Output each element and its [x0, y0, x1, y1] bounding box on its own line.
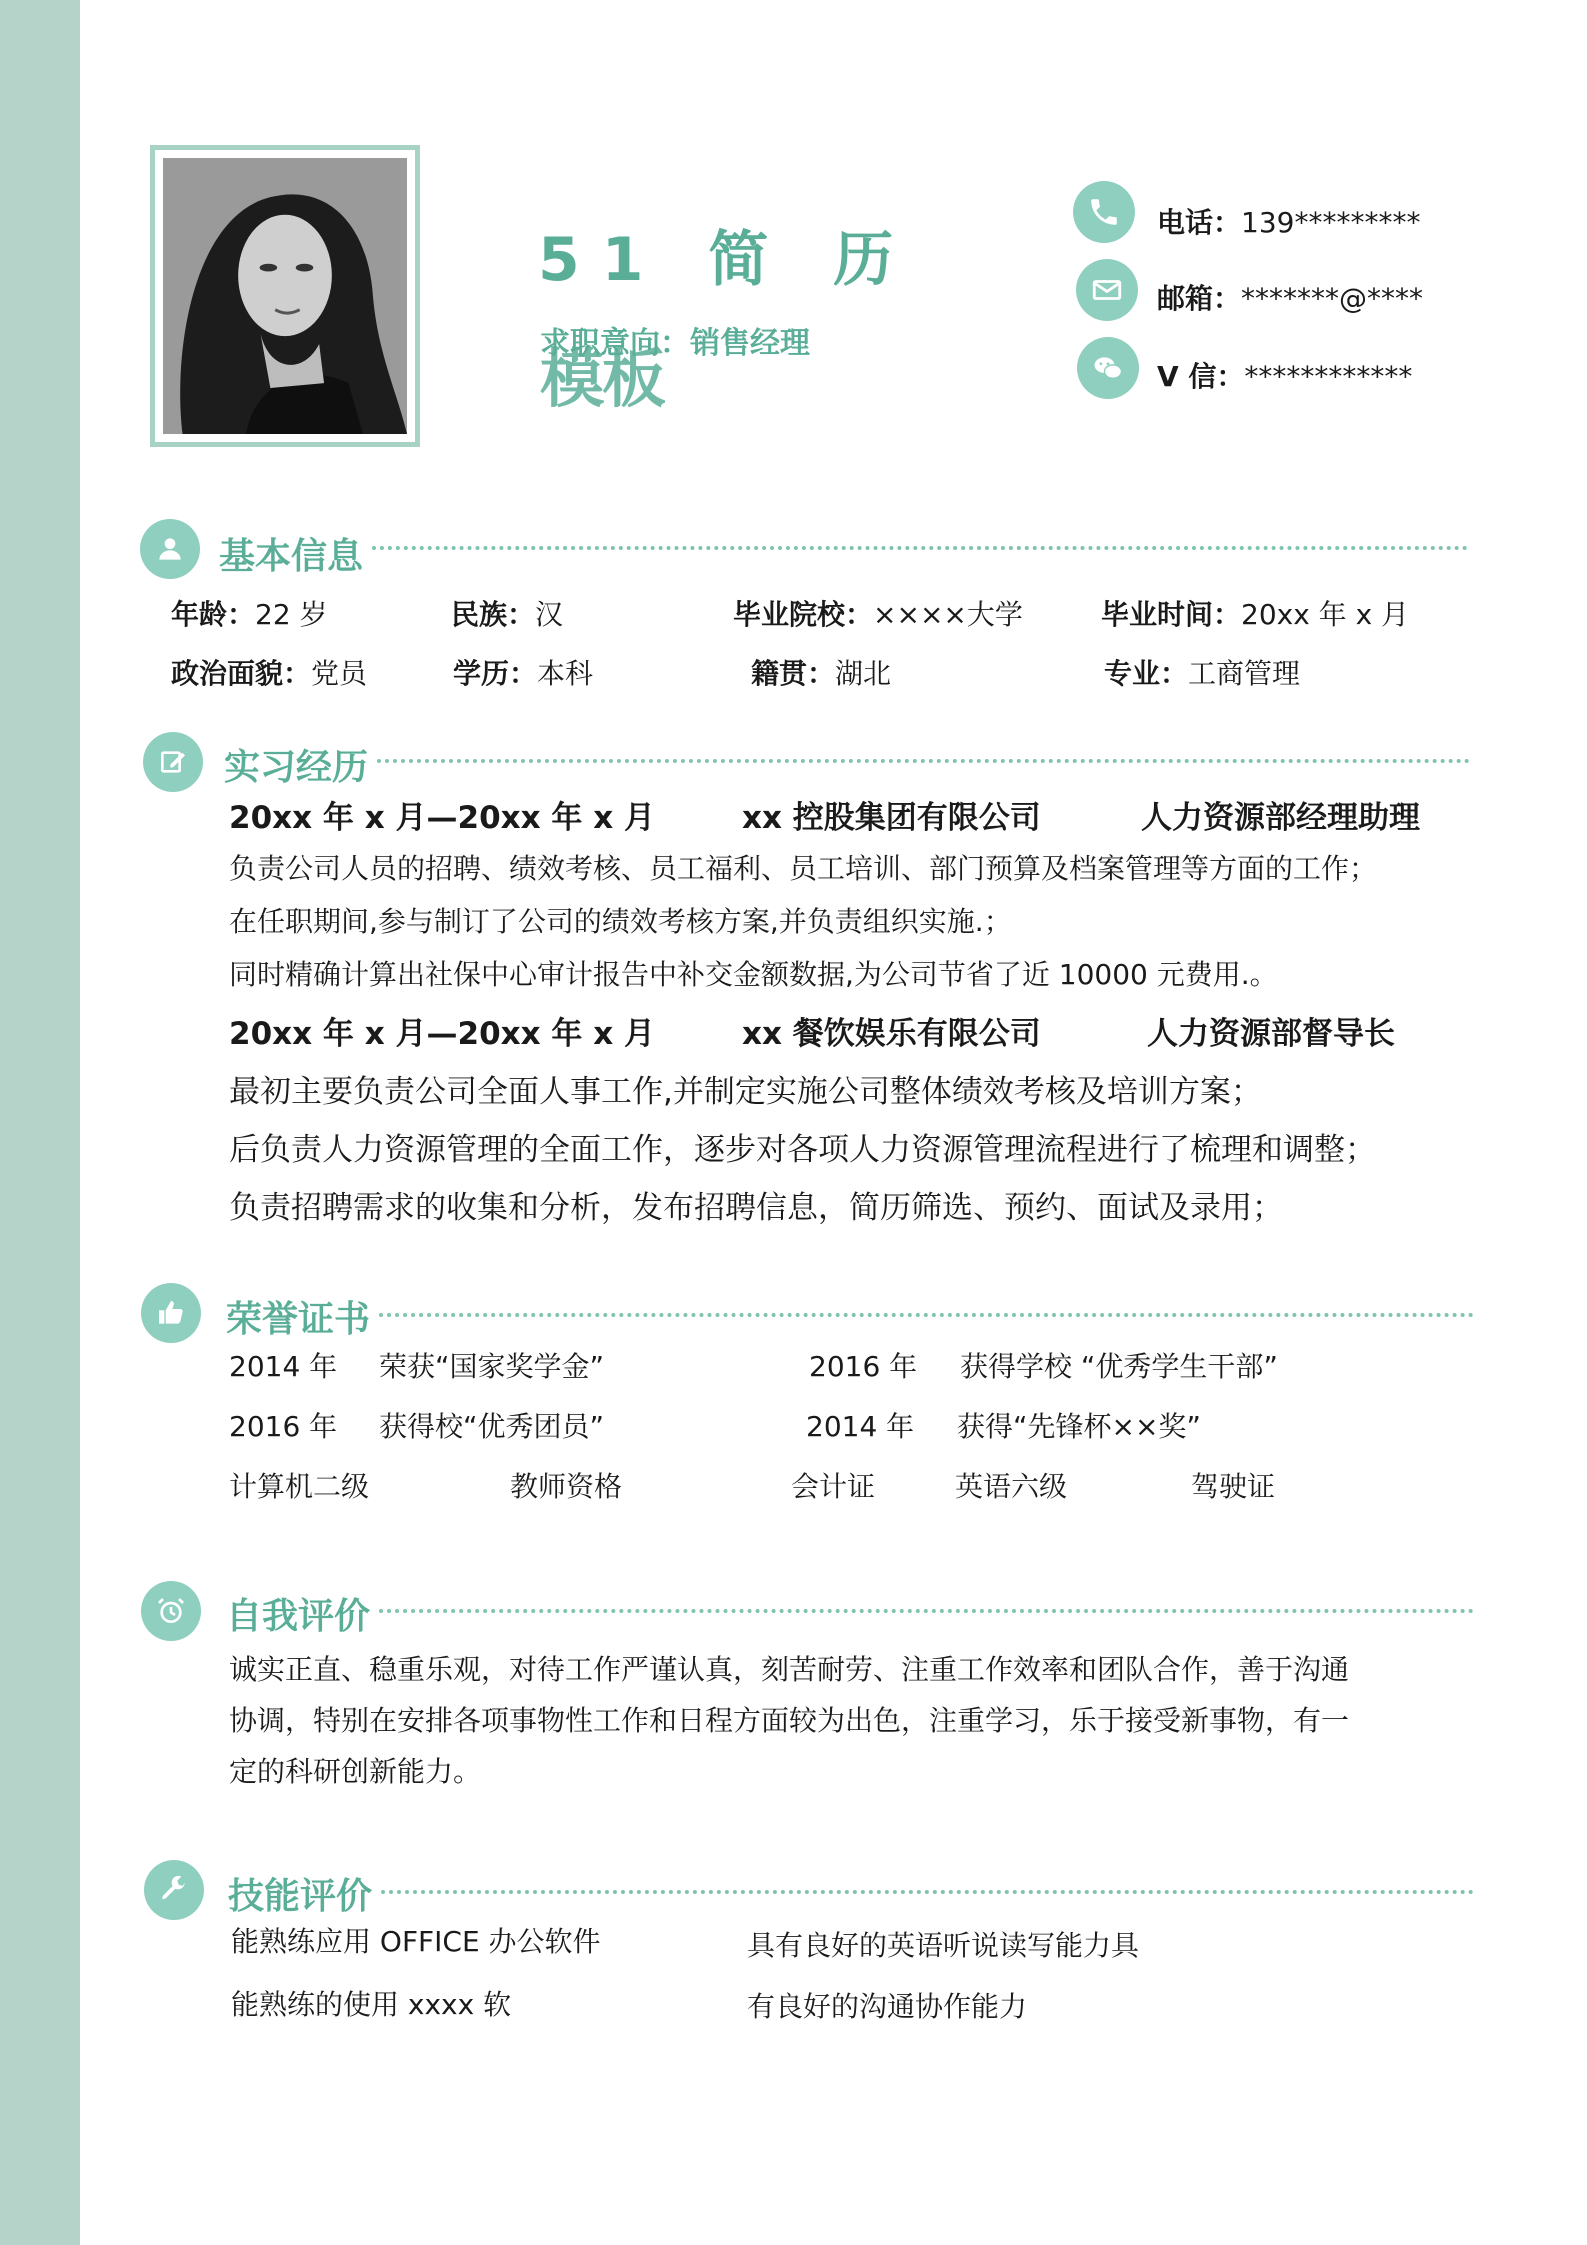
- major-value: 工商管理: [1188, 657, 1301, 690]
- skill-item: 有良好的沟通协作能力: [747, 1990, 1028, 2023]
- honors-title: 荣誉证书: [226, 1299, 371, 1340]
- origin-value: 湖北: [835, 657, 892, 690]
- job-intent-text: 求职意向：销售经理: [540, 326, 810, 361]
- portrait-image: [163, 158, 407, 434]
- age-value: 22 岁: [255, 598, 328, 631]
- wechat-label: V 信：: [1157, 360, 1245, 393]
- ethnic-label: 民族：: [451, 598, 536, 631]
- job2-period: 20xx 年 x 月—20xx 年 x 月: [229, 1016, 656, 1052]
- job1-duty-line: 在任职期间,参与制订了公司的绩效考核方案,并负责组织实施.；: [229, 905, 1012, 938]
- politics-label: 政治面貌：: [171, 657, 312, 690]
- basic-info-title: 基本信息: [219, 536, 364, 577]
- honor-text: 获得学校 “优秀学生干部”: [960, 1350, 1278, 1383]
- section-divider: [379, 1609, 1474, 1613]
- education-label: 学历：: [453, 657, 538, 690]
- self-evaluation-line: 诚实正直、稳重乐观，对待工作严谨认真，刻苦耐劳、注重工作效率和团队合作，善于沟通: [229, 1653, 1350, 1686]
- edit-icon: [143, 732, 203, 792]
- profile-photo: [150, 145, 420, 447]
- certificate-item: 英语六级: [955, 1470, 1068, 1503]
- section-divider: [372, 546, 1468, 550]
- job-intent: [540, 318, 810, 417]
- wechat-info: [1157, 355, 1412, 395]
- skill-item: 能熟练的使用 xxxx 软: [231, 1988, 512, 2021]
- user-icon: [140, 519, 200, 579]
- self-evaluation-title: 自我评价: [226, 1596, 371, 1637]
- decorative-side-bar: [0, 0, 80, 2245]
- certificate-item: 会计证: [791, 1470, 876, 1503]
- job2-duty-line: 最初主要负责公司全面人事工作,并制定实施公司整体绩效考核及培训方案；: [229, 1074, 1262, 1110]
- job2-role: 人力资源部督导长: [1147, 1016, 1395, 1052]
- job1-company: xx 控股集团有限公司: [742, 800, 1041, 836]
- education-value: 本科: [537, 657, 594, 690]
- email-value: *******@****: [1241, 282, 1424, 315]
- job1-role: 人力资源部经理助理: [1141, 800, 1420, 836]
- job1-duty-line: 同时精确计算出社保中心审计报告中补交金额数据,为公司节省了近 10000 元费用.。: [229, 958, 1278, 991]
- age-field: [171, 593, 328, 633]
- honor-text: 获得校“优秀团员”: [379, 1410, 605, 1443]
- template-ghost-text: 模板: [540, 343, 664, 417]
- ethnic-value: 汉: [535, 598, 564, 631]
- phone-value: 139*********: [1241, 206, 1421, 239]
- self-evaluation-line: 协调，特别在安排各项事物性工作和日程方面较为出色，注重学习，乐于接受新事物，有一: [229, 1704, 1350, 1737]
- honor-text: 获得“先锋杯××奖”: [957, 1410, 1201, 1443]
- section-divider: [377, 759, 1470, 763]
- skills-title: 技能评价: [228, 1876, 373, 1917]
- politics-value: 党员: [311, 657, 368, 690]
- wrench-icon: [144, 1860, 204, 1920]
- honor-year: 2014 年: [806, 1410, 915, 1443]
- resume-title: 51 简 历: [538, 225, 916, 295]
- honor-text: 荣获“国家奖学金”: [379, 1350, 605, 1383]
- skill-item: 具有良好的英语听说读写能力具: [747, 1929, 1140, 1962]
- graduation-label: 毕业时间：: [1101, 598, 1242, 631]
- email-info: [1157, 277, 1423, 317]
- major-label: 专业：: [1104, 657, 1189, 690]
- major-field: [1104, 652, 1300, 692]
- alarm-clock-icon: [141, 1581, 201, 1641]
- job2-company: xx 餐饮娱乐有限公司: [742, 1016, 1041, 1052]
- thumbs-up-icon: [141, 1283, 201, 1343]
- skill-item: 能熟练应用 OFFICE 办公软件: [231, 1925, 601, 1958]
- mail-icon: [1076, 259, 1138, 321]
- email-label: 邮箱：: [1157, 282, 1242, 315]
- certificate-item: 驾驶证: [1191, 1470, 1276, 1503]
- graduation-value: 20xx 年 x 月: [1241, 598, 1410, 631]
- certificate-item: 教师资格: [510, 1470, 623, 1503]
- self-evaluation-line: 定的科研创新能力。: [229, 1755, 482, 1788]
- age-label: 年龄：: [171, 598, 256, 631]
- politics-field: [171, 652, 367, 692]
- job1-duty-line: 负责公司人员的招聘、绩效考核、员工福利、员工培训、部门预算及档案管理等方面的工作；: [229, 852, 1378, 885]
- ethnic-field: [451, 593, 563, 633]
- internship-title: 实习经历: [224, 747, 369, 788]
- education-field: [453, 652, 593, 692]
- wechat-icon: [1077, 337, 1139, 399]
- school-field: [733, 593, 1023, 633]
- phone-label: 电话：: [1157, 206, 1242, 239]
- honor-year: 2014 年: [229, 1350, 338, 1383]
- certificate-item: 计算机二级: [229, 1470, 370, 1503]
- phone-icon: [1073, 181, 1135, 243]
- phone-info: [1157, 201, 1420, 241]
- school-label: 毕业院校：: [733, 598, 874, 631]
- graduation-field: [1101, 593, 1409, 633]
- school-value: ××××大学: [873, 598, 1023, 631]
- origin-field: [751, 652, 891, 692]
- section-divider: [381, 1890, 1474, 1894]
- wechat-value: ************: [1244, 360, 1413, 393]
- honor-year: 2016 年: [229, 1410, 338, 1443]
- job2-duty-line: 后负责人力资源管理的全面工作，逐步对各项人力资源管理流程进行了梳理和调整；: [229, 1132, 1376, 1168]
- section-divider: [379, 1313, 1474, 1317]
- honor-year: 2016 年: [809, 1350, 918, 1383]
- job2-duty-line: 负责招聘需求的收集和分析，发布招聘信息，简历筛选、预约、面试及录用；: [229, 1190, 1283, 1226]
- origin-label: 籍贯：: [751, 657, 836, 690]
- job1-period: 20xx 年 x 月—20xx 年 x 月: [229, 800, 656, 836]
